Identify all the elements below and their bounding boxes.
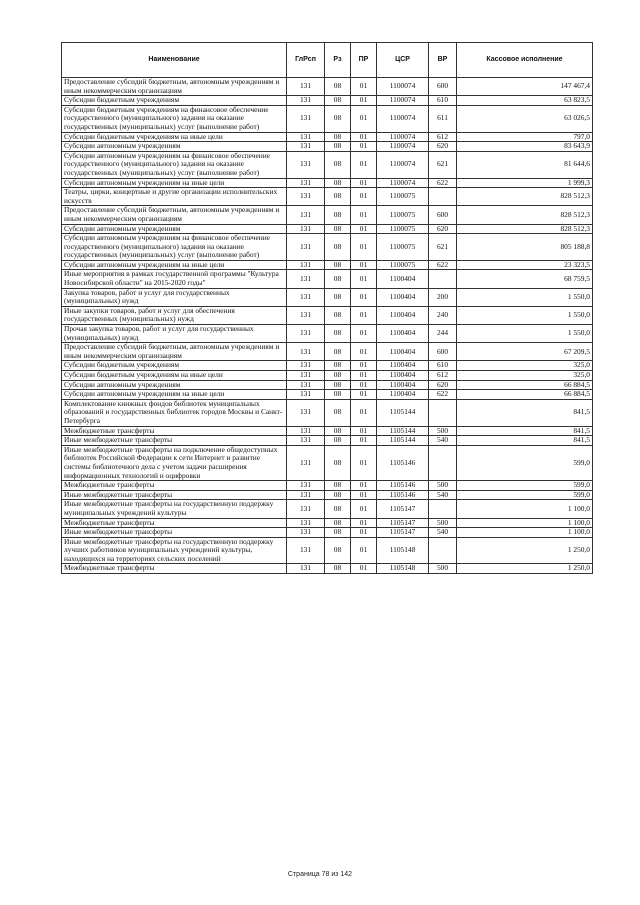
cell-glrsp: 131 — [287, 445, 325, 480]
cell-csr: 1100404 — [377, 371, 429, 381]
cell-rz: 08 — [325, 78, 351, 96]
cell-pr: 01 — [351, 528, 377, 538]
cell-name: Субсидии автономным учреждениям — [62, 380, 287, 390]
header-glrsp: ГлРсп — [287, 43, 325, 78]
cell-rz: 08 — [325, 178, 351, 188]
cell-name: Субсидии бюджетным учреждениям — [62, 96, 287, 106]
cell-amount: 599,0 — [457, 445, 593, 480]
cell-pr: 01 — [351, 105, 377, 132]
cell-vr: 244 — [429, 325, 457, 343]
cell-name: Иные межбюджетные трансферты — [62, 436, 287, 446]
cell-vr: 500 — [429, 564, 457, 574]
table-row — [62, 188, 593, 206]
cell-glrsp: 131 — [287, 178, 325, 188]
cell-glrsp: 131 — [287, 399, 325, 426]
cell-name: Субсидии автономным учреждениям на иные цели — [62, 260, 287, 270]
cell-glrsp: 131 — [287, 518, 325, 528]
cell-name: Субсидии бюджетным учреждениям на финансовое обеспечение государственного (муниципального) задания на оказание государственных (муниципальных) услуг (выполнение работ) — [62, 105, 287, 132]
cell-vr: 621 — [429, 151, 457, 178]
table-row — [62, 260, 593, 270]
cell-rz: 08 — [325, 188, 351, 206]
cell-rz: 08 — [325, 537, 351, 564]
cell-glrsp: 131 — [287, 564, 325, 574]
cell-csr: 1100404 — [377, 361, 429, 371]
cell-csr: 1105147 — [377, 528, 429, 538]
cell-rz: 08 — [325, 518, 351, 528]
cell-vr: 540 — [429, 490, 457, 500]
cell-amount: 81 644,6 — [457, 151, 593, 178]
cell-csr: 1100404 — [377, 343, 429, 361]
cell-name: Межбюджетные трансферты — [62, 564, 287, 574]
cell-vr: 622 — [429, 390, 457, 400]
cell-pr: 01 — [351, 537, 377, 564]
cell-amount: 1 100,0 — [457, 518, 593, 528]
table-body — [62, 78, 593, 574]
table-row — [62, 306, 593, 324]
cell-glrsp: 131 — [287, 426, 325, 436]
table-row — [62, 142, 593, 152]
cell-glrsp: 131 — [287, 224, 325, 234]
cell-pr: 01 — [351, 500, 377, 518]
cell-vr: 200 — [429, 288, 457, 306]
cell-glrsp: 131 — [287, 96, 325, 106]
cell-name: Предоставление субсидий бюджетным, автономным учреждениям и иным некоммерческим организациям — [62, 343, 287, 361]
table-row — [62, 325, 593, 343]
cell-csr: 1105148 — [377, 537, 429, 564]
cell-vr: 622 — [429, 178, 457, 188]
table-row — [62, 288, 593, 306]
cell-csr: 1105146 — [377, 481, 429, 491]
cell-amount: 147 467,4 — [457, 78, 593, 96]
cell-amount: 828 512,3 — [457, 224, 593, 234]
cell-name: Межбюджетные трансферты — [62, 481, 287, 491]
cell-glrsp: 131 — [287, 234, 325, 261]
cell-vr: 622 — [429, 260, 457, 270]
cell-amount: 1 550,0 — [457, 306, 593, 324]
cell-rz: 08 — [325, 500, 351, 518]
table-row — [62, 426, 593, 436]
cell-csr: 1105147 — [377, 500, 429, 518]
table-row — [62, 445, 593, 480]
cell-csr: 1100075 — [377, 224, 429, 234]
cell-csr: 1100074 — [377, 105, 429, 132]
cell-csr: 1105146 — [377, 445, 429, 480]
cell-csr: 1100074 — [377, 132, 429, 142]
cell-rz: 08 — [325, 105, 351, 132]
cell-vr: 612 — [429, 371, 457, 381]
cell-pr: 01 — [351, 361, 377, 371]
cell-rz: 08 — [325, 426, 351, 436]
table-row — [62, 371, 593, 381]
cell-name: Межбюджетные трансферты — [62, 426, 287, 436]
cell-name: Субсидии автономным учреждениям на финансовое обеспечение государственного (муниципального) задания на оказание государственных (муниципальных) услуг (выполнение работ) — [62, 151, 287, 178]
cell-pr: 01 — [351, 564, 377, 574]
cell-amount: 841,5 — [457, 436, 593, 446]
cell-amount: 63 026,5 — [457, 105, 593, 132]
cell-rz: 08 — [325, 371, 351, 381]
cell-amount: 1 100,0 — [457, 500, 593, 518]
cell-name: Иные межбюджетные трансферты — [62, 528, 287, 538]
cell-rz: 08 — [325, 142, 351, 152]
header-pr: ПР — [351, 43, 377, 78]
cell-pr: 01 — [351, 306, 377, 324]
cell-rz: 08 — [325, 151, 351, 178]
cell-glrsp: 131 — [287, 306, 325, 324]
cell-name: Субсидии бюджетным учреждениям на иные цели — [62, 132, 287, 142]
table-row — [62, 105, 593, 132]
cell-vr: 540 — [429, 528, 457, 538]
cell-name: Межбюджетные трансферты — [62, 518, 287, 528]
cell-csr: 1100404 — [377, 325, 429, 343]
cell-pr: 01 — [351, 288, 377, 306]
cell-amount: 63 823,5 — [457, 96, 593, 106]
table-row — [62, 234, 593, 261]
cell-name: Комплектование книжных фондов библиотек муниципальных образований и государственных библиотек городов Москвы и Санкт-Петербурга — [62, 399, 287, 426]
table-row — [62, 390, 593, 400]
cell-glrsp: 131 — [287, 537, 325, 564]
cell-glrsp: 131 — [287, 390, 325, 400]
cell-name: Прочая закупка товаров, работ и услуг для государственных (муниципальных) нужд — [62, 325, 287, 343]
cell-csr: 1105148 — [377, 564, 429, 574]
cell-pr: 01 — [351, 96, 377, 106]
cell-csr: 1100404 — [377, 288, 429, 306]
cell-amount: 325,0 — [457, 371, 593, 381]
cell-glrsp: 131 — [287, 528, 325, 538]
table-row — [62, 224, 593, 234]
cell-name: Иные мероприятия в рамках государственной программы "Культура Новосибирской области" на 2015-2020 годы" — [62, 270, 287, 288]
cell-glrsp: 131 — [287, 78, 325, 96]
cell-amount: 841,5 — [457, 399, 593, 426]
table-row — [62, 96, 593, 106]
header-csr: ЦСР — [377, 43, 429, 78]
cell-csr: 1105144 — [377, 436, 429, 446]
cell-name: Субсидии бюджетным учреждениям — [62, 361, 287, 371]
table-row — [62, 178, 593, 188]
cell-pr: 01 — [351, 481, 377, 491]
cell-vr — [429, 270, 457, 288]
cell-amount: 1 550,0 — [457, 325, 593, 343]
table-row — [62, 206, 593, 224]
table-row — [62, 518, 593, 528]
table-row — [62, 380, 593, 390]
cell-vr — [429, 188, 457, 206]
cell-glrsp: 131 — [287, 481, 325, 491]
table-row — [62, 399, 593, 426]
cell-csr: 1105144 — [377, 399, 429, 426]
cell-name: Субсидии автономным учреждениям — [62, 142, 287, 152]
header-vr: ВР — [429, 43, 457, 78]
cell-amount: 841,5 — [457, 426, 593, 436]
cell-vr: 500 — [429, 481, 457, 491]
cell-name: Иные межбюджетные трансферты на государственную поддержку лучших работников муниципальных учреждений культуры, находящихся на территориях сельских поселений — [62, 537, 287, 564]
table-row — [62, 132, 593, 142]
cell-rz: 08 — [325, 436, 351, 446]
cell-name: Иные закупки товаров, работ и услуг для обеспечения государственных (муниципальных) нужд — [62, 306, 287, 324]
cell-name: Предоставление субсидий бюджетным, автономным учреждениям и иным некоммерческим организациям — [62, 206, 287, 224]
cell-pr: 01 — [351, 343, 377, 361]
table-header-row — [62, 43, 593, 78]
cell-name: Субсидии автономным учреждениям на иные цели — [62, 390, 287, 400]
cell-csr: 1105144 — [377, 426, 429, 436]
cell-rz: 08 — [325, 234, 351, 261]
cell-pr: 01 — [351, 399, 377, 426]
cell-name: Иные межбюджетные трансферты на государственную поддержку муниципальных учреждений культуры — [62, 500, 287, 518]
cell-name: Иные межбюджетные трансферты — [62, 490, 287, 500]
cell-glrsp: 131 — [287, 270, 325, 288]
cell-glrsp: 131 — [287, 206, 325, 224]
cell-amount: 797,0 — [457, 132, 593, 142]
cell-csr: 1105146 — [377, 490, 429, 500]
cell-pr: 01 — [351, 371, 377, 381]
cell-rz: 08 — [325, 481, 351, 491]
cell-pr: 01 — [351, 518, 377, 528]
header-amount: Кассовое исполнение — [457, 43, 593, 78]
cell-glrsp: 131 — [287, 142, 325, 152]
cell-glrsp: 131 — [287, 105, 325, 132]
cell-glrsp: 131 — [287, 380, 325, 390]
cell-rz: 08 — [325, 306, 351, 324]
cell-amount: 67 209,5 — [457, 343, 593, 361]
cell-rz: 08 — [325, 564, 351, 574]
cell-rz: 08 — [325, 206, 351, 224]
cell-rz: 08 — [325, 96, 351, 106]
cell-pr: 01 — [351, 142, 377, 152]
cell-vr — [429, 445, 457, 480]
table-row — [62, 528, 593, 538]
cell-csr: 1100404 — [377, 306, 429, 324]
cell-csr: 1100074 — [377, 178, 429, 188]
cell-vr — [429, 537, 457, 564]
cell-rz: 08 — [325, 445, 351, 480]
cell-rz: 08 — [325, 343, 351, 361]
cell-csr: 1100075 — [377, 234, 429, 261]
cell-pr: 01 — [351, 490, 377, 500]
cell-csr: 1105147 — [377, 518, 429, 528]
cell-glrsp: 131 — [287, 343, 325, 361]
cell-rz: 08 — [325, 390, 351, 400]
cell-vr: 600 — [429, 206, 457, 224]
table-row — [62, 361, 593, 371]
cell-amount: 68 759,5 — [457, 270, 593, 288]
cell-csr: 1100074 — [377, 142, 429, 152]
cell-vr: 620 — [429, 224, 457, 234]
cell-vr: 610 — [429, 96, 457, 106]
cell-rz: 08 — [325, 325, 351, 343]
table-row — [62, 343, 593, 361]
cell-csr: 1100404 — [377, 380, 429, 390]
cell-pr: 01 — [351, 206, 377, 224]
table-row — [62, 500, 593, 518]
cell-pr: 01 — [351, 188, 377, 206]
cell-amount: 1 550,0 — [457, 288, 593, 306]
cell-rz: 08 — [325, 260, 351, 270]
cell-csr: 1100075 — [377, 260, 429, 270]
cell-rz: 08 — [325, 224, 351, 234]
cell-amount: 1 250,0 — [457, 564, 593, 574]
cell-rz: 08 — [325, 270, 351, 288]
table-row — [62, 151, 593, 178]
cell-rz: 08 — [325, 288, 351, 306]
cell-vr: 620 — [429, 142, 457, 152]
cell-pr: 01 — [351, 436, 377, 446]
cell-rz: 08 — [325, 528, 351, 538]
cell-pr: 01 — [351, 78, 377, 96]
cell-amount: 1 999,3 — [457, 178, 593, 188]
cell-amount: 66 884,5 — [457, 390, 593, 400]
header-rz: Рз — [325, 43, 351, 78]
cell-pr: 01 — [351, 151, 377, 178]
cell-vr: 612 — [429, 132, 457, 142]
cell-amount: 23 323,5 — [457, 260, 593, 270]
table-row — [62, 436, 593, 446]
cell-rz: 08 — [325, 380, 351, 390]
cell-amount: 1 250,0 — [457, 537, 593, 564]
cell-pr: 01 — [351, 390, 377, 400]
cell-vr: 540 — [429, 436, 457, 446]
cell-glrsp: 131 — [287, 288, 325, 306]
cell-amount: 828 512,3 — [457, 188, 593, 206]
cell-pr: 01 — [351, 445, 377, 480]
budget-execution-table — [61, 42, 593, 574]
cell-amount: 805 188,8 — [457, 234, 593, 261]
cell-amount: 66 884,5 — [457, 380, 593, 390]
cell-glrsp: 131 — [287, 500, 325, 518]
cell-name: Закупка товаров, работ и услуг для государственных (муниципальных) нужд — [62, 288, 287, 306]
cell-vr: 600 — [429, 343, 457, 361]
cell-rz: 08 — [325, 490, 351, 500]
cell-amount: 599,0 — [457, 481, 593, 491]
cell-pr: 01 — [351, 380, 377, 390]
cell-rz: 08 — [325, 361, 351, 371]
cell-rz: 08 — [325, 399, 351, 426]
cell-vr: 611 — [429, 105, 457, 132]
cell-pr: 01 — [351, 426, 377, 436]
page-number: Страница 78 из 142 — [287, 871, 353, 878]
cell-csr: 1100074 — [377, 96, 429, 106]
cell-pr: 01 — [351, 234, 377, 261]
cell-glrsp: 131 — [287, 132, 325, 142]
cell-csr: 1100074 — [377, 78, 429, 96]
cell-vr — [429, 399, 457, 426]
cell-csr: 1100074 — [377, 151, 429, 178]
cell-vr: 610 — [429, 361, 457, 371]
table-row — [62, 270, 593, 288]
cell-glrsp: 131 — [287, 361, 325, 371]
cell-vr: 600 — [429, 78, 457, 96]
cell-name: Субсидии автономным учреждениям на иные цели — [62, 178, 287, 188]
cell-csr: 1100404 — [377, 390, 429, 400]
cell-name: Субсидии автономным учреждениям — [62, 224, 287, 234]
cell-pr: 01 — [351, 224, 377, 234]
cell-amount: 325,0 — [457, 361, 593, 371]
cell-amount: 599,0 — [457, 490, 593, 500]
cell-glrsp: 131 — [287, 436, 325, 446]
cell-glrsp: 131 — [287, 490, 325, 500]
cell-amount: 83 643,9 — [457, 142, 593, 152]
cell-vr: 500 — [429, 426, 457, 436]
cell-csr: 1100075 — [377, 206, 429, 224]
cell-glrsp: 131 — [287, 188, 325, 206]
cell-name: Театры, цирки, концертные и другие организации исполнительских искусств — [62, 188, 287, 206]
cell-vr: 620 — [429, 380, 457, 390]
cell-csr: 1100075 — [377, 188, 429, 206]
cell-pr: 01 — [351, 325, 377, 343]
cell-glrsp: 131 — [287, 325, 325, 343]
cell-glrsp: 131 — [287, 151, 325, 178]
cell-name: Субсидии автономным учреждениям на финансовое обеспечение государственного (муниципального) задания на оказание государственных (муниципальных) услуг (выполнение работ) — [62, 234, 287, 261]
cell-name: Предоставление субсидий бюджетным, автономным учреждениям и иным некоммерческим организациям — [62, 78, 287, 96]
table-row — [62, 78, 593, 96]
table-row — [62, 490, 593, 500]
cell-name: Субсидии бюджетным учреждениям на иные цели — [62, 371, 287, 381]
cell-pr: 01 — [351, 132, 377, 142]
cell-vr: 240 — [429, 306, 457, 324]
cell-glrsp: 131 — [287, 371, 325, 381]
cell-pr: 01 — [351, 178, 377, 188]
cell-vr — [429, 500, 457, 518]
table-row — [62, 537, 593, 564]
table-row — [62, 481, 593, 491]
cell-vr: 500 — [429, 518, 457, 528]
header-name: Наименование — [62, 43, 287, 78]
cell-glrsp: 131 — [287, 260, 325, 270]
cell-pr: 01 — [351, 270, 377, 288]
cell-name: Иные межбюджетные трансферты на подключение общедоступных библиотек Российской Федерации к сети Интернет и развитие системы библиотечного дела с учетом задачи расширения информационных технологий и оцифровки — [62, 445, 287, 480]
cell-amount: 828 512,3 — [457, 206, 593, 224]
cell-amount: 1 100,0 — [457, 528, 593, 538]
cell-vr: 621 — [429, 234, 457, 261]
cell-csr: 1100404 — [377, 270, 429, 288]
cell-pr: 01 — [351, 260, 377, 270]
cell-rz: 08 — [325, 132, 351, 142]
table-row — [62, 564, 593, 574]
